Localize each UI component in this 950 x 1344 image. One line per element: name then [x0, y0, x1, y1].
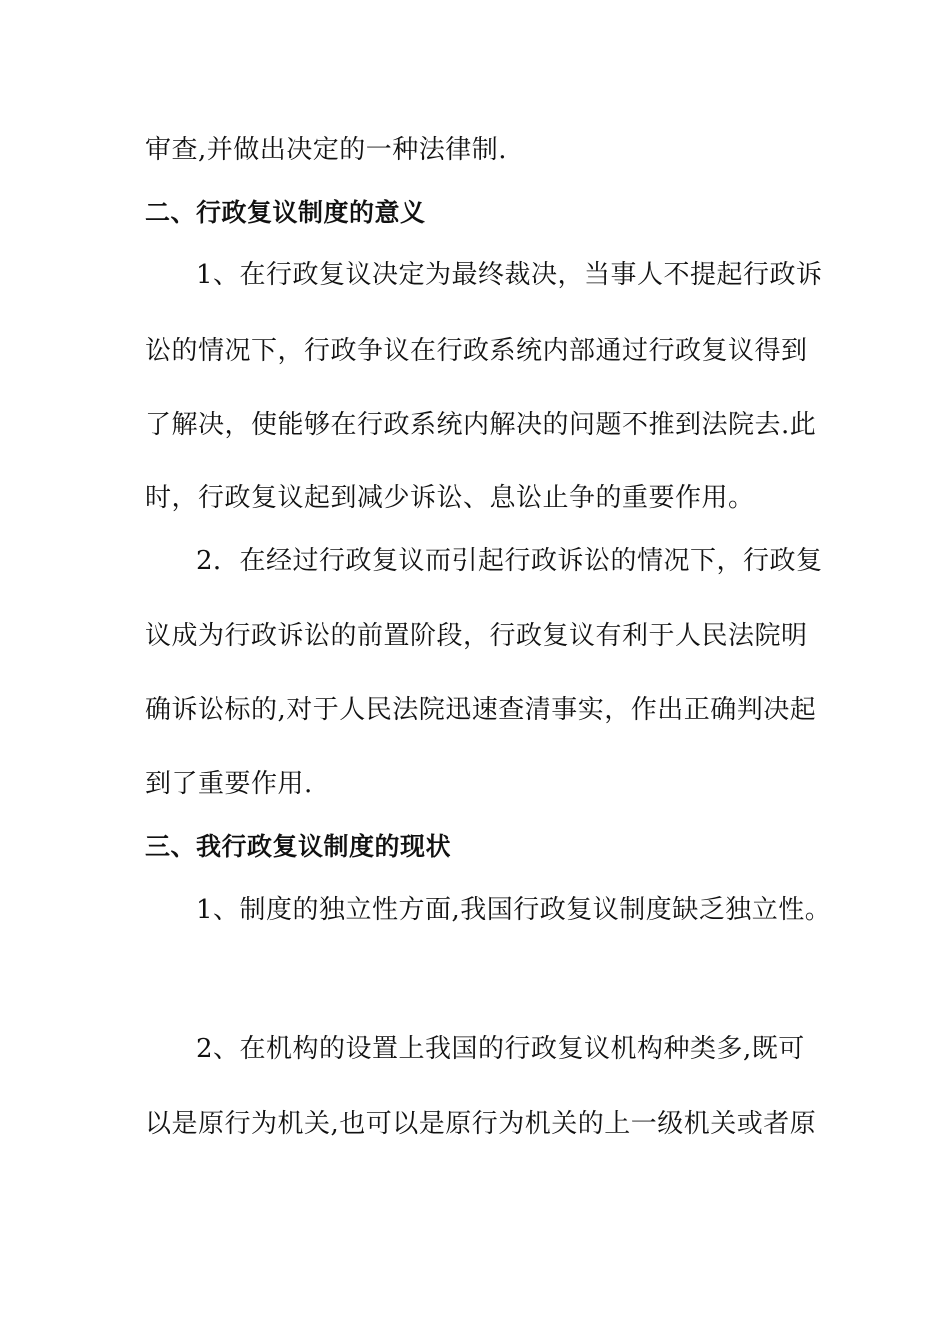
paragraph-line: 1、制度的独立性方面,我国行政复议制度缺乏独立性。	[196, 895, 832, 925]
paragraph-line: 1、在行政复议决定为最终裁决，当事人不提起行政诉	[196, 260, 823, 290]
paragraph-line: 审查,并做出决定的一种法律制.	[145, 135, 508, 165]
paragraph-line: 以是原行为机关,也可以是原行为机关的上一级机关或者原	[145, 1109, 817, 1139]
section-heading: 三、我行政复议制度的现状	[145, 832, 452, 861]
paragraph-line: 议成为行政诉讼的前置阶段，行政复议有利于人民法院明	[145, 621, 808, 651]
paragraph-line: 时，行政复议起到减少诉讼、息讼止争的重要作用。	[145, 483, 755, 513]
paragraph-line: 2．在经过行政复议而引起行政诉讼的情况下，行政复	[196, 546, 823, 576]
paragraph-line: 到了重要作用.	[145, 769, 313, 799]
paragraph-line: 讼的情况下，行政争议在行政系统内部通过行政复议得到	[145, 336, 808, 366]
paragraph-line: 确诉讼标的,对于人民法院迅速查清事实，作出正确判决起	[145, 695, 817, 725]
section-heading: 二、行政复议制度的意义	[145, 198, 426, 227]
paragraph-line: 2、在机构的设置上我国的行政复议机构种类多,既可	[196, 1034, 805, 1064]
paragraph-line: 了解决，使能够在行政系统内解决的问题不推到法院去.此	[145, 410, 817, 440]
